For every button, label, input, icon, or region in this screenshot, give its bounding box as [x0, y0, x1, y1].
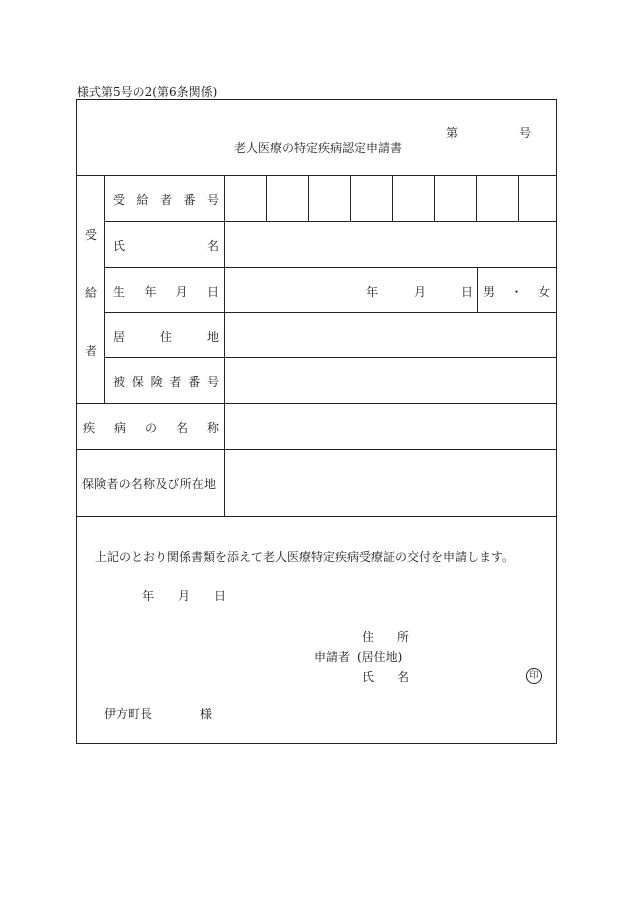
form-title: 老人医療の特定疾病認定申請書	[234, 141, 403, 155]
date-month: 月	[178, 589, 191, 603]
number-go: 号	[519, 126, 532, 140]
recipient-number-label: 受 給 者 番 号	[113, 193, 219, 207]
column-divider	[104, 175, 105, 403]
sex-options: 男 ・ 女	[483, 285, 550, 299]
sex-divider	[477, 267, 478, 312]
seal-mark: 印	[526, 668, 542, 684]
addressee: 伊方町長	[104, 707, 153, 721]
recipient-group-label-3: 者	[85, 344, 98, 358]
birth-year: 年	[366, 285, 379, 299]
date-year: 年	[142, 589, 155, 603]
birth-month: 月	[414, 285, 427, 299]
digit-box-divider	[266, 175, 267, 221]
name-label: 氏 名	[113, 239, 219, 253]
row-divider	[76, 516, 557, 517]
digit-box-divider	[350, 175, 351, 221]
disease-name-label: 疾 病 の 名 称	[83, 421, 219, 435]
digit-box-divider	[518, 175, 519, 221]
digit-box-divider	[308, 175, 309, 221]
address-label: 居 住 地	[113, 330, 219, 344]
insurer-label: 保険者の名称及び所在地	[82, 477, 217, 491]
applicant-name-label: 氏 名	[362, 670, 409, 684]
digit-box-divider	[476, 175, 477, 221]
column-divider	[224, 175, 225, 516]
number-dai: 第	[446, 126, 459, 140]
row-divider	[104, 221, 557, 222]
row-divider	[104, 357, 557, 358]
row-divider	[76, 449, 557, 450]
row-divider	[76, 175, 557, 176]
birth-day: 日	[461, 285, 474, 299]
recipient-group-label-1: 受	[85, 228, 98, 242]
applicant-address-label: 住 所	[362, 630, 409, 644]
applicant-label: 申請者	[314, 650, 351, 664]
declaration-text: 上記のとおり関係書類を添えて老人医療特定疾病受療証の交付を申請します。	[95, 550, 515, 564]
row-divider	[104, 312, 557, 313]
form-number: 様式第5号の2(第6条関係)	[77, 85, 218, 99]
row-divider	[76, 403, 557, 404]
digit-box-divider	[392, 175, 393, 221]
digit-box-divider	[434, 175, 435, 221]
date-day: 日	[214, 589, 227, 603]
insured-number-label: 被 保 険 者 番 号	[113, 375, 219, 389]
birth-label: 生 年 月 日	[113, 285, 219, 299]
recipient-group-label-2: 給	[85, 286, 98, 300]
addressee-honorific: 様	[200, 707, 213, 721]
applicant-residence-label: (居住地)	[357, 650, 403, 664]
row-divider	[104, 267, 557, 268]
